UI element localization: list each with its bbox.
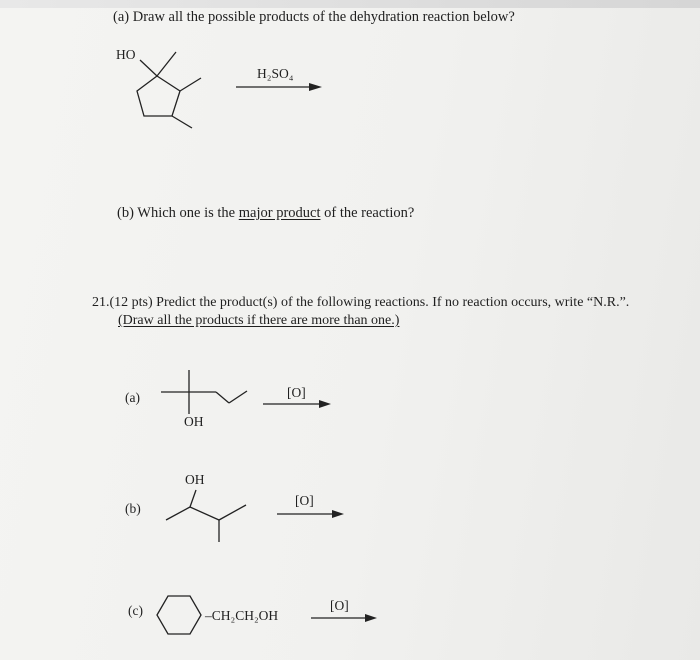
c-oh-bond	[190, 490, 196, 507]
item-b-label: (b)	[125, 501, 141, 516]
methyl-bond	[180, 78, 201, 91]
item-c-label: (c)	[128, 603, 143, 618]
item-b-reagent: [O]	[295, 493, 314, 508]
carbon-bond	[166, 507, 190, 520]
item-a-reagent: [O]	[287, 385, 306, 400]
methyl-bond	[157, 52, 176, 76]
question-a-text: (a) Draw all the possible products of the dehydration reaction below?	[113, 9, 515, 25]
alcohol-b-structure	[166, 490, 246, 542]
cyclohexane-ring	[157, 596, 201, 634]
arrow-a	[236, 83, 322, 91]
q21-intro: 21.(12 pts) Predict the product(s) of the following reactions. If no reaction occurs, write “N.R.”.	[92, 295, 630, 310]
methyl-bond	[172, 116, 192, 128]
question-b-suffix: of the reaction?	[320, 205, 415, 221]
cyclopentanol-structure	[137, 52, 201, 128]
ho-bond	[140, 60, 157, 76]
item-b-oh: OH	[185, 472, 205, 487]
ho-label: HO	[116, 47, 136, 62]
cyclohexane-structure	[157, 596, 201, 634]
alcohol-a-structure	[161, 370, 247, 414]
major-product-emphasis: major product	[238, 205, 321, 221]
arrow-21c	[311, 614, 377, 622]
question-b-prefix: (b) Which one is the	[117, 205, 239, 221]
item-c-reagent: [O]	[330, 598, 349, 613]
arrow-21a	[263, 400, 331, 408]
q21-note: (Draw all the products if there are more than one.)	[118, 313, 400, 328]
methyl-bond	[219, 505, 246, 520]
item-c-substituent: –CH₂CH₂OH	[205, 608, 279, 623]
item-a-label: (a)	[125, 390, 140, 405]
item-a-oh: OH	[184, 414, 204, 429]
carbon-bond	[190, 507, 219, 520]
cyclopentane-ring	[137, 76, 180, 116]
carbon-bond	[229, 391, 247, 403]
arrow-21b	[277, 510, 344, 518]
carbon-bond	[216, 392, 229, 403]
reagent-h2so4: H₂SO₄	[257, 66, 294, 81]
